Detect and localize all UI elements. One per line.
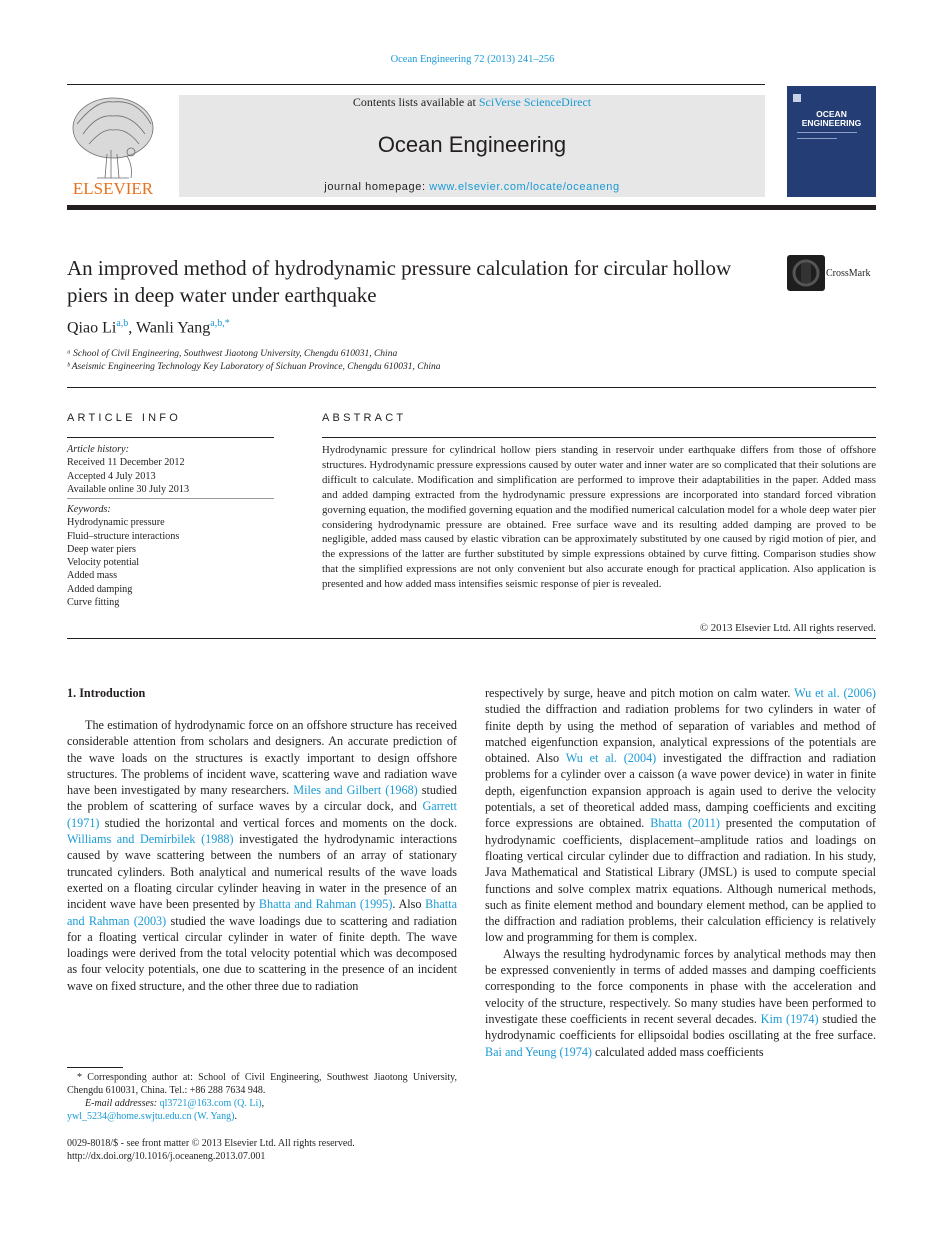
text-run: . Also [392, 897, 426, 912]
homepage-prefix: journal homepage: [324, 181, 430, 193]
article-history [67, 443, 274, 496]
abstract-heading: ABSTRACT [322, 412, 407, 424]
text-run: Always the resulting hydrodynamic forces by analytical methods may then be expressed conveniently in terms of added masses and damping coefficients corresponding to the force components in phase with the acceleration and velocity of the structure, respectively. So many studies have been performed to investigate these coefficients in recent several decades. [485, 946, 876, 1026]
journal-name: Ocean Engineering [377, 132, 567, 157]
keywords-label: Keywords: [67, 504, 111, 515]
elsevier-tree-icon [67, 94, 159, 197]
text-run: presented the computation of hydrodynamic coefficients, displacement–amplitude ratios and loadings on floating vertical circular cylinder due to diffraction and radiation. In his study, Java Mathematical and Statistical Library (JMSL) is used to compute special functions and solve complex matrix equations. Although numerical methods, such as finite element method and boundary element method, can be applied to the diffraction and radiation problems, their calculation efficiency is relatively low and programming for them is complex. [485, 816, 876, 945]
text-run: studied the diffraction and radiation problems for two cylinders in water of finite depth by using the method of separation of variables and method of matched eigenfunction expansion, analytical expressions of the potentials are obtained. Also [485, 702, 876, 766]
abstract-bottom-rule [67, 638, 876, 639]
author-list: Qiao Li$^{a,b}$, Wanli Yang$^{a,b,*}$ [67, 318, 230, 337]
cover-line [797, 132, 857, 133]
received-date: Received 11 December 2012 [67, 457, 185, 469]
text-run: investigated the diffraction and radiation problems for a cylinder over a caisson (a wave power device) in water in finite depth, eigenfunction expansion approach is again used to derive the velocity potentials, a set of theoretical added mass, damping coefficients and exciting force expressions are obtained. [485, 751, 876, 831]
text-run: investigated the hydrodynamic interactions caused by wave scattering between the numbers of an array of stationary truncated cylinders. Both analytical and numerical results of the wave loads exerted on a floating circular cylinder heaving in water in the presence of an incident wave have been presented by [67, 832, 457, 912]
email-label: E-mail addresses: [85, 1098, 160, 1109]
affiliation-b: ᵇ Aseismic Engineering Technology Key Laboratory of Sichuan Province, Chengdu 610031, China [67, 362, 441, 372]
keyword: Fluid–structure interactions [67, 530, 180, 542]
article-title: An improved method of hydrodynamic pressure calculation for circular hollow piers in deep water under earthquake [67, 256, 732, 307]
citation-link[interactable]: Bhatta and Rahman (2003) [67, 897, 457, 928]
footnote-rule [67, 1067, 123, 1068]
keyword: Added damping [67, 583, 133, 595]
crossmark-label[interactable]: CrossMark [826, 268, 871, 279]
citation-link[interactable]: Williams and Demirbilek (1988) [67, 832, 234, 847]
section-heading: 1. Introduction [67, 686, 146, 700]
citation-link[interactable]: Bhatta (2011) [650, 816, 720, 831]
affiliation-rule [67, 387, 876, 388]
citation-link[interactable]: Kim (1974) [760, 1011, 819, 1026]
citation-link[interactable]: Miles and Gilbert (1968) [293, 783, 418, 798]
cover-line [797, 138, 837, 139]
affiliation-a: ᵃ School of Civil Engineering, Southwest Jiaotong University, Chengdu 610031, China [67, 349, 398, 359]
publisher-wordmark: ELSEVIER [72, 179, 154, 197]
contents-line [179, 95, 765, 110]
left-column [67, 717, 457, 994]
keyword: Added mass [67, 570, 118, 582]
right-column [485, 685, 876, 1060]
history-label: Article history: [67, 444, 129, 455]
text-run: respectively by surge, heave and pitch motion on calm water. [485, 686, 795, 700]
keyword: Hydrodynamic pressure [67, 517, 165, 529]
author-affil-sup[interactable]: a,b [116, 318, 129, 329]
sciencedirect-link[interactable]: SciVerse ScienceDirect [478, 95, 592, 109]
abstract-rule [322, 437, 876, 438]
corresponding-author-star[interactable]: * [224, 318, 230, 329]
cover-badge-icon [793, 94, 801, 102]
homepage-link[interactable]: www.elsevier.com/locate/oceaneng [429, 181, 620, 193]
email-link[interactable]: ywl_5234@home.swjtu.edu.cn (W. Yang) [67, 1111, 235, 1122]
journal-cover-image [787, 86, 876, 197]
author-affil-sup[interactable]: a,b, [210, 318, 225, 329]
contents-prefix: Contents lists available at [352, 95, 479, 109]
email-link[interactable]: ql3721@163.com (Q. Li) [159, 1098, 262, 1109]
header-rule [67, 84, 765, 85]
text-run: studied the problem of scattering of surface waves by a circular dock, and [67, 783, 457, 814]
paragraph [485, 685, 876, 946]
text-run: The estimation of hydrodynamic force on an offshore structure has received considerable attention from scholars and designers. An accurate prediction of the wave loads on the structures is exactly important to design offshore structures. The problems of incident wave, scattering wave and radiation wave have been investigated by many researchers. [67, 718, 457, 798]
citation-link[interactable]: Wu et al. (2004) [565, 751, 657, 766]
article-info-heading: ARTICLE INFO [67, 412, 181, 424]
email-separator: , [261, 1098, 265, 1109]
issn-line: 0029-8018/$ - see front matter © 2013 Elsevier Ltd. All rights reserved. [67, 1138, 355, 1149]
citation-link[interactable]: Wu et al. (2006) [794, 686, 876, 700]
paragraph [67, 717, 457, 994]
article-info-rule [67, 437, 274, 438]
keyword: Curve fitting [67, 597, 120, 609]
cover-title: OCEAN ENGINEERING [801, 109, 862, 128]
text-run: studied the wave loadings due to scattering and radiation for a floating vertical circular cylinder in water of finite depth. The wave loadings were derived from the total velocity potential which was decomposed as four velocity potentials, one due to scattering in the presence of an incident wave on fixed structure, and the other three due to radiation [67, 913, 457, 993]
author-name[interactable]: Wanli Yang [136, 319, 211, 337]
text-run: calculated added mass coefficients [591, 1044, 764, 1059]
doi-link[interactable]: http://dx.doi.org/10.1016/j.oceaneng.2013.07.001 [67, 1151, 266, 1162]
paragraph [485, 946, 876, 1060]
citation-link[interactable]: Garrett (1971) [67, 799, 457, 830]
abstract-copyright: © 2013 Elsevier Ltd. All rights reserved. [699, 622, 876, 634]
keyword: Deep water piers [67, 543, 137, 555]
footnote [67, 1071, 457, 1123]
corresponding-author-note: * Corresponding author at: School of Civil Engineering, Southwest Jiaotong University, Chengdu 610031, China. Tel.: +86 288 7634 948. [67, 1072, 457, 1096]
text-run: studied the hydrodynamic coefficients for ellipsoidal bodies oscillating at the free surface. [485, 1011, 876, 1043]
text-run: studied the horizontal and vertical forces and moments on the dock. [99, 815, 457, 830]
online-date: Available online 30 July 2013 [67, 483, 190, 495]
homepage-line [179, 181, 765, 193]
masthead-thick-rule [67, 205, 876, 210]
email-end: . [234, 1111, 237, 1122]
citation-link[interactable]: Bai and Yeung (1974) [485, 1044, 592, 1059]
keyword: Velocity potential [67, 557, 140, 569]
abstract-text: Hydrodynamic pressure for cylindrical hollow piers standing in reservoir under earthquake differs from those of offshore structures. Hydrodynamic pressure expressions caused by outer water and inner water are so complicated that their solutions are difficult to calculate. Modification and simplification are performed to improve their adaptabilities in the paper. Added mass and added damping extracted from the hydrodynamic pressure expressions are incorporated into standard forced vibration governing equation, the modified governing equation and the modified numerical calculation model for a whole deep water pier considering hydrodynamic pressure are obtained. Free surface wave and its resulting added damping are proved to be negligible, added mass caused by elastic vibration can be approximately substituted by one caused by rigid motion of pier, and the expressions of the latter are further substituted by simple expressions obtained by curve fitting. Comparison studies show that the simplified expressions are not only convenient but also accurate enough for practical application. Also application is presented and how added mass intensifies seismic response of pier is revealed. [322, 444, 876, 591]
citation-link[interactable]: Bhatta and Rahman (1995) [258, 897, 393, 912]
keywords-block [67, 503, 274, 609]
author-name[interactable]: Qiao Li [67, 319, 117, 337]
elsevier-logo [67, 94, 159, 197]
journal-reference-link[interactable]: Ocean Engineering 72 (2013) 241–256 [390, 54, 555, 65]
accepted-date: Accepted 4 July 2013 [67, 470, 156, 482]
email-line [67, 1097, 457, 1110]
crossmark-icon[interactable] [787, 255, 825, 291]
email-line [67, 1110, 457, 1123]
history-rule [67, 498, 274, 499]
